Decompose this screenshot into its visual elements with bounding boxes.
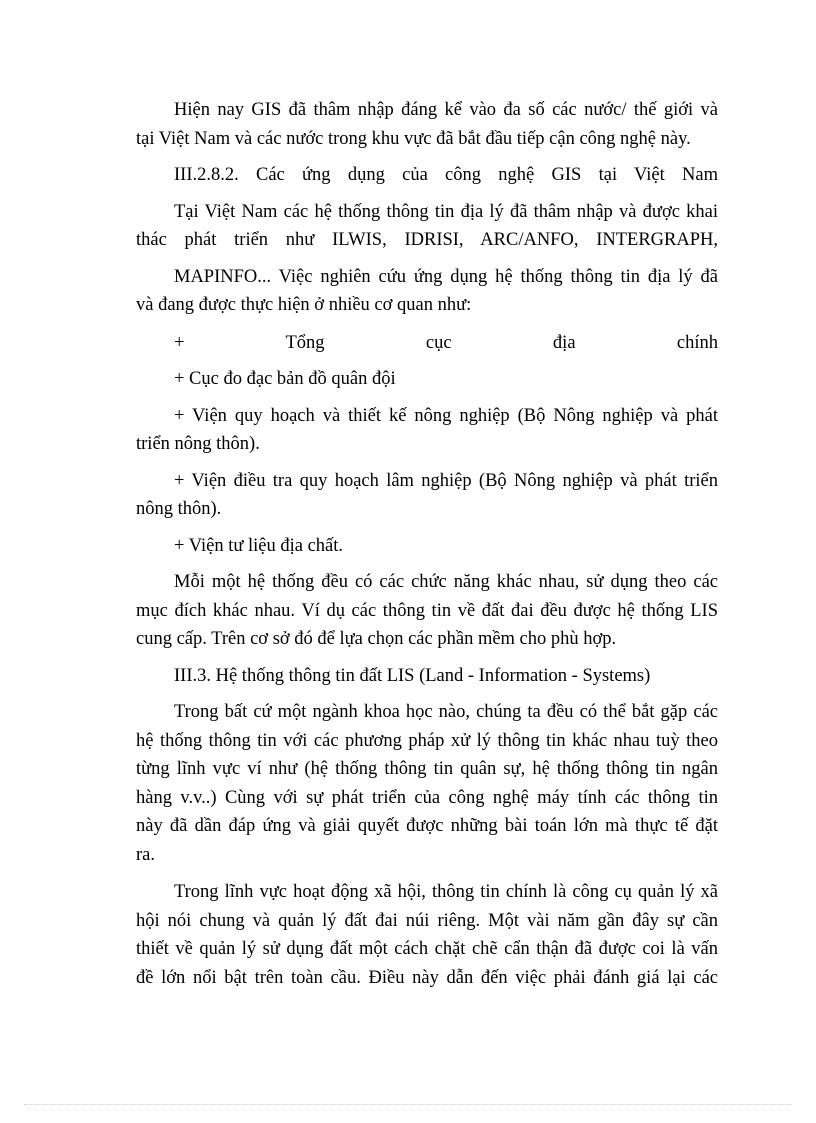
text-line: MAPINFO... Việc nghiên cứu ứng dụng hệ thống thông tin địa lý đã <box>174 266 718 287</box>
paragraph-gis-overview <box>136 96 718 153</box>
page-bottom-divider <box>24 1104 792 1105</box>
text-line: từng lĩnh vực ví như (hệ thống thông tin quân sự, hệ thống thông tin ngân <box>136 759 718 779</box>
text-line: hệ thống thông tin với các phương pháp xử lý thông tin khác nhau tuỳ theo <box>136 730 718 751</box>
text-line: ra. <box>136 844 155 865</box>
text-line: đề lớn nổi bật trên toàn cầu. Điều này dẫn đến việc phải đánh giá lại các <box>136 967 718 988</box>
text-line: Trong lĩnh vực hoạt động xã hội, thông tin chính là công cụ quản lý xã <box>174 882 718 902</box>
text-line: thác phát triển như ILWIS, IDRISI, ARC/ANFO, INTERGRAPH, <box>136 230 718 250</box>
list-item-text: nông thôn). <box>136 499 222 519</box>
text-line: Trong bất cứ một ngành khoa học nào, chúng ta đều có thể bắt gặp các <box>174 702 718 722</box>
list-item-text: + Viện tư liệu địa chất. <box>174 535 344 556</box>
list-item-text: + Viện điều tra quy hoạch lâm nghiệp (Bộ Nông nghiệp và phát triển <box>174 470 718 491</box>
section-heading-gis-applications-vietnam <box>136 161 718 190</box>
text-line: tại Việt Nam và các nước trong khu vực đã bắt đầu tiếp cận công nghệ này. <box>136 128 691 149</box>
text-line: mục đích khác nhau. Ví dụ các thông tin về đất đai đều được hệ thống LIS <box>136 600 718 621</box>
text-line: và đang được thực hiện ở nhiều cơ quan như: <box>136 295 472 315</box>
section-heading-text: III.2.8.2. Các ứng dụng của công nghệ GIS tại Việt Nam <box>174 165 718 185</box>
list-item-tong-cuc-dia-chinh <box>136 329 718 358</box>
document-body <box>136 96 718 992</box>
text-line: cung cấp. Trên cơ sở đó để lựa chọn các phần mềm cho phù hợp. <box>136 629 617 649</box>
list-item-cuc-do-dac <box>136 365 718 394</box>
section-heading-lis <box>136 662 718 691</box>
list-item-vien-dieu-tra-lam-nghiep <box>136 467 718 524</box>
list-item-text: + Viện quy hoạch và thiết kế nông nghiệp (Bộ Nông nghiệp và phát <box>174 405 718 426</box>
list-item-text: + Cục đo đạc bản đồ quân đội <box>174 369 396 389</box>
text-line: thiết về quản lý sử dụng đất một cách chặt chẽ cẩn thận đã được coi là vấn <box>136 939 718 959</box>
paragraph-information-systems <box>136 698 718 869</box>
text-line: hội nói chung và quản lý đất đai núi riêng. Một vài năm gần đây sự cần <box>136 910 718 931</box>
paragraph-gis-research <box>136 263 718 320</box>
text-line: Mỗi một hệ thống đều có các chức năng khác nhau, sử dụng theo các <box>174 572 718 592</box>
list-item-text: triển nông thôn). <box>136 434 260 454</box>
text-line: này đã dần đáp ứng và giải quyết được những bài toán lớn mà thực tế đặt <box>136 816 718 836</box>
text-line: Tại Việt Nam các hệ thống thông tin địa lý đã thâm nhập và được khai <box>174 201 718 222</box>
text-line: hàng v.v..) Cùng với sự phát triển của công nghệ máy tính các thông tin <box>136 787 718 808</box>
list-item-vien-tu-lieu-dia-chat <box>136 532 718 561</box>
list-item-text: + Tổng cục địa chính <box>174 332 718 353</box>
list-item-vien-quy-hoach-nong-nghiep <box>136 402 718 459</box>
text-line: Hiện nay GIS đã thâm nhập đáng kể vào đa số các nước/ thế giới và <box>174 100 718 120</box>
paragraph-gis-systems-list <box>136 198 718 255</box>
paragraph-land-management <box>136 878 718 992</box>
paragraph-systems-functions <box>136 568 718 654</box>
section-heading-text: III.3. Hệ thống thông tin đất LIS (Land - Information - Systems) <box>174 665 651 686</box>
